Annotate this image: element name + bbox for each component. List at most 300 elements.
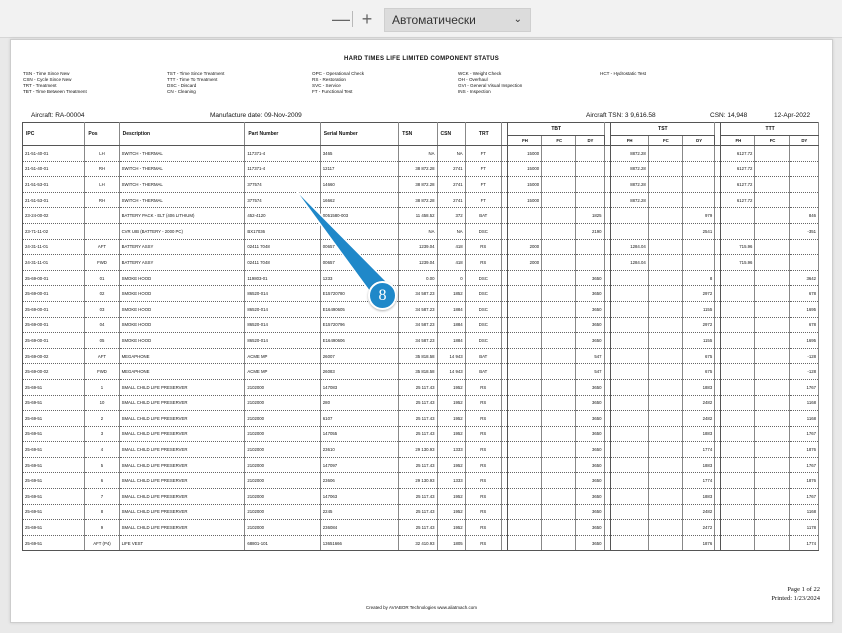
table-cell: 6127.72 [721,177,755,193]
table-cell: 1876 [789,473,818,489]
table-cell: 38 872.28 [399,177,437,193]
table-cell: 26007 [320,348,398,364]
table-cell: 147063 [320,489,398,505]
header-ipc: IPC [23,123,85,146]
table-cell: 1884 [437,333,465,349]
legend-entry: HCT - Hydrostatic Test [600,71,647,76]
table-cell: AFT (P4) [85,535,119,551]
table-cell: 675 [683,364,715,380]
table-cell: 1155 [683,301,715,317]
table-cell: 34 587.23 [399,286,437,302]
table-cell: 147097 [320,457,398,473]
table-cell: 25-69-51 [23,473,85,489]
csn-value: 14,948 [727,112,748,119]
table-cell: 25-69-00-01 [23,333,85,349]
table-cell: 24-31-11-01 [23,239,85,255]
table-cell: 0.00 [399,270,437,286]
table-cell: 678 [789,317,818,333]
table-cell: 1767 [789,457,818,473]
table-cell: 04 [85,317,119,333]
table-cell: 21-51-40-01 [23,146,85,162]
table-cell: 25-69-51 [23,395,85,411]
subheader-dy: DY [789,136,818,146]
table-cell: 1852 [437,286,465,302]
table-cell: 8 [683,270,715,286]
table-cell: FWD [85,364,119,380]
table-cell: 418 [437,255,465,271]
table-cell: DSC [465,270,501,286]
table-cell: FT [465,177,501,193]
report-title: HARD TIMES LIFE LIMITED COMPONENT STATUS [343,56,500,62]
header-description: Description [119,123,245,146]
table-cell: 03 [85,301,119,317]
table-cell: NA [399,146,437,162]
table-cell: 1952 [437,457,465,473]
table-cell: 3650 [576,317,604,333]
table-cell: 418 [437,239,465,255]
table-cell: 25-69-00-02 [23,364,85,380]
zoom-select-value: Автоматически [392,13,476,27]
table-cell: 3650 [576,473,604,489]
table-cell: DSC [465,333,501,349]
table-cell: 1884 [437,317,465,333]
table-cell: RS [465,395,501,411]
header-csn: CSN [437,123,465,146]
table-cell: 8872.28 [610,146,648,162]
table-cell: 452-4120 [245,208,320,224]
table-cell: 979 [683,208,715,224]
table-cell: SMALL CHILD LIFE PRESERVER [119,457,245,473]
zoom-in-button[interactable]: + [361,9,373,29]
legend-entry: CSN - Cycle Since New [23,77,72,82]
table-cell: 29 130.93 [399,442,437,458]
table-cell: 2102000 [245,520,320,536]
table-cell: BATTERY ASSY [119,239,245,255]
table-cell: SMOKE HOOD [119,317,245,333]
legend-entry: INS - Inspection [458,89,491,94]
table-cell: 25 117.43 [399,395,437,411]
csn-label: CSN: [710,112,726,119]
chevron-down-icon: ⌄ [513,14,522,25]
table-cell: 25-69-00-02 [23,348,85,364]
table-cell: SWITCH - THERMAL [119,161,245,177]
table-cell: DSC [465,223,501,239]
table-cell: LH [85,177,119,193]
table-cell: 1952 [437,520,465,536]
table-cell: 02411 7048 [245,239,320,255]
table-cell: 1774 [789,535,818,551]
table-cell: 3650 [576,333,604,349]
table-cell: 68801-101 [245,535,320,551]
table-cell: 6 [85,473,119,489]
legend-entry: RS - Restoration [312,77,346,82]
table-cell: RS [465,535,501,551]
aircraft-tsn-label: Aircraft TSN: [586,112,624,119]
table-cell: 25-69-51 [23,504,85,520]
table-cell: -128 [789,364,818,380]
table-cell: SMOKE HOOD [119,270,245,286]
legend-entry: OPC - Operational Check [312,71,365,76]
table-cell: 14 943 [437,348,465,364]
table-cell: 2102000 [245,411,320,427]
table-cell: 35 818.58 [399,348,437,364]
table-cell: 05 [85,333,119,349]
table-cell: 1168 [789,395,818,411]
table-cell: 3650 [576,379,604,395]
table-cell: -351 [789,223,818,239]
document-footer: Created by AVIABOR Technologies www.aliatmach.com [365,605,478,610]
table-cell: 1876 [789,442,818,458]
table-cell: 34 587.23 [399,317,437,333]
table-cell: 1883 [683,457,715,473]
table-cell: RS [465,504,501,520]
table-cell: 1178 [789,520,818,536]
table-cell: 21-51-53-01 [23,192,85,208]
table-cell: 117371-4 [245,146,320,162]
table-cell: SMALL CHILD LIFE PRESERVER [119,426,245,442]
table-cell: 2102000 [245,395,320,411]
manufacture-date: 09-Nov-2009 [264,112,302,119]
table-cell: E15720780 [320,286,398,302]
table-cell: RS [465,255,501,271]
table-cell: 1168 [789,504,818,520]
table-cell: RS [465,457,501,473]
table-cell: 3650 [576,535,604,551]
table-cell: 29 130.93 [399,473,437,489]
table-cell: SMALL CHILD LIFE PRESERVER [119,395,245,411]
table-cell: 1774 [683,442,715,458]
table-cell: 2972 [683,317,715,333]
table-cell: 25-69-00-01 [23,317,85,333]
table-cell: 1333 [437,473,465,489]
table-cell: 23610 [320,442,398,458]
table-cell: 7 [85,489,119,505]
table-cell: 25 117.43 [399,426,437,442]
subheader-fc: FC [755,136,789,146]
table-cell: 2541 [683,223,715,239]
table-cell: 377574 [245,177,320,193]
table-cell: SMALL CHILD LIFE PRESERVER [119,442,245,458]
legend-entry: TSN - Time Since New [23,71,70,76]
legend-entry: CN - Cleaning [167,89,196,94]
subheader-fh: FH [721,136,755,146]
table-cell: 2102000 [245,379,320,395]
table-cell: 4 [85,442,119,458]
table-cell: 86520-014 [245,286,320,302]
table-cell: 147083 [320,379,398,395]
table-cell: 25 117.43 [399,411,437,427]
table-cell: 1952 [437,489,465,505]
table-cell: RS [465,411,501,427]
table-cell: 2102000 [245,457,320,473]
table-cell: RS [465,473,501,489]
table-cell: 1952 [437,379,465,395]
table-cell: NA [437,223,465,239]
table-cell: -128 [789,348,818,364]
legend-entry: TST - Time Since Treatment [167,71,225,76]
table-cell: 15000 [507,161,541,177]
header-tbt: TBT [507,123,604,136]
table-cell: 8872.28 [610,177,648,193]
subheader-fc: FC [542,136,576,146]
table-cell: 8 [85,504,119,520]
table-cell: 3650 [576,395,604,411]
table-cell: 117371-4 [245,161,320,177]
table-cell: 3650 [576,457,604,473]
table-cell: 372 [437,208,465,224]
table-cell: 38 872.28 [399,161,437,177]
table-cell: SMALL CHILD LIFE PRESERVER [119,379,245,395]
table-cell: 1774 [683,473,715,489]
table-cell: MEGAPHONE [119,364,245,380]
table-cell: 3650 [576,489,604,505]
table-cell: 02411 7048 [245,255,320,271]
table-cell: 13651666 [320,535,398,551]
subheader-dy: DY [576,136,604,146]
table-cell: SMALL CHILD LIFE PRESERVER [119,411,245,427]
table-cell: 8872.28 [610,161,648,177]
table-cell: FT [465,146,501,162]
table-cell: RS [465,239,501,255]
table-cell: BAT [465,208,501,224]
subheader-fh: FH [507,136,541,146]
table-cell: SMALL CHILD LIFE PRESERVER [119,504,245,520]
table-cell: 3650 [576,426,604,442]
table-cell: 21-51-40-01 [23,161,85,177]
table-cell: LH [85,146,119,162]
table-cell: 1 [85,379,119,395]
table-cell: 1952 [437,426,465,442]
table-cell: RS [465,442,501,458]
table-cell: 2245 [320,504,398,520]
table-cell: SWITCH - THERMAL [119,177,245,193]
table-cell: 3650 [576,411,604,427]
table-cell: 0051580-003 [320,208,398,224]
annotation-badge: 8 [368,281,397,310]
table-cell: 547 [576,364,604,380]
table-cell: 2102000 [245,504,320,520]
table-cell: 8872.28 [610,192,648,208]
table-cell: 1883 [683,426,715,442]
table-cell: 2741 [437,177,465,193]
header-part-number: Part Number [245,123,320,146]
table-cell: 3465 [320,146,398,162]
table-cell: 1884 [437,301,465,317]
table-cell: NA [437,146,465,162]
table-cell: 23-71-11-02 [23,223,85,239]
table-cell: AFT [85,239,119,255]
table-cell: 0 [437,270,465,286]
table-cell: 1952 [437,395,465,411]
subheader-fc: FC [648,136,682,146]
table-cell: 16662 [320,192,398,208]
legend-entry: TRT - Treatment [23,83,57,88]
header-tst: TST [610,123,715,136]
table-cell: E16490605 [320,301,398,317]
table-cell: 3650 [576,442,604,458]
table-cell: 25-69-00-01 [23,301,85,317]
table-cell: 25 117.43 [399,379,437,395]
table-cell: 25-69-51 [23,535,85,551]
table-cell: 2472 [683,520,715,536]
table-cell: E15720796 [320,317,398,333]
table-cell: FWD [85,255,119,271]
table-cell: AFT [85,348,119,364]
table-cell: 715.96 [721,239,755,255]
table-cell: SWITCH - THERMAL [119,146,245,162]
table-cell: BAT [465,348,501,364]
table-cell: 2102000 [245,489,320,505]
table-cell: 6127.72 [721,161,755,177]
table-cell: SMALL CHILD LIFE PRESERVER [119,489,245,505]
legend-entry: TTT - Time To Treatment [167,77,218,82]
table-cell: 715.96 [721,255,755,271]
table-cell: 2190 [576,223,604,239]
table-cell: 32 410.93 [399,535,437,551]
report-date: 12-Apr-2022 [774,112,811,119]
table-cell: 86520-014 [245,301,320,317]
table-cell: 25-69-51 [23,411,85,427]
table-cell: 1883 [683,489,715,505]
table-cell: BX17036 [245,223,320,239]
table-cell: NA [399,223,437,239]
table-cell: 14660 [320,177,398,193]
table-cell: DSC [465,286,501,302]
table-cell: 21-51-53-01 [23,177,85,193]
table-cell: 678 [789,286,818,302]
table-cell: 1695 [789,301,818,317]
table-cell: DSC [465,317,501,333]
table-cell: ACME MP [245,348,320,364]
header-tsn: TSN [399,123,437,146]
header-serial-number: Serial Number [320,123,398,146]
table-cell: RH [85,192,119,208]
table-cell: 846 [789,208,818,224]
table-cell: 25 117.43 [399,520,437,536]
table-cell: 377574 [245,192,320,208]
subheader-fh: FH [610,136,648,146]
table-cell: 25-69-51 [23,457,85,473]
table-cell: DSC [465,301,501,317]
table-cell: 1767 [789,426,818,442]
table-cell: 2482 [683,504,715,520]
table-cell: 35 818.58 [399,364,437,380]
table-cell: 3650 [576,286,604,302]
table-cell: 3642 [789,270,818,286]
table-cell: 2972 [683,286,715,302]
legend-entry: WCK - Weight Check [458,71,502,76]
legend-entry: OH - Overhaul [458,77,488,82]
table-cell: 25-69-00-01 [23,286,85,302]
table-cell: 14 943 [437,364,465,380]
table-cell: 25-69-51 [23,520,85,536]
table-cell: 01 [85,270,119,286]
table-cell: SMALL CHILD LIFE PRESERVER [119,520,245,536]
table-cell: 2482 [683,411,715,427]
table-cell: 25 117.43 [399,504,437,520]
table-cell: 9 [85,520,119,536]
table-cell: 12117 [320,161,398,177]
table-cell: 147055 [320,426,398,442]
header-ttt: TTT [721,123,819,136]
table-cell: 23606 [320,473,398,489]
zoom-out-button[interactable]: — [332,9,350,29]
table-cell: MEGAPHONE [119,348,245,364]
table-cell: 25-69-51 [23,442,85,458]
table-cell: SMOKE HOOD [119,286,245,302]
legend-entry: GVI - General Visual Inspection [458,83,523,88]
table-cell: 5 [85,457,119,473]
table-cell: 25-69-00-01 [23,270,85,286]
table-cell: 1284.04 [610,255,648,271]
table-cell: 6127.72 [721,146,755,162]
legend-entry: FT - Functional Test [312,89,353,94]
table-cell: RH [85,161,119,177]
aircraft-value: RA-00004 [55,112,85,119]
table-cell: BATTERY ASSY [119,255,245,271]
table-cell: 1883 [683,379,715,395]
legend-entry: TBT - Time Between Treatment [23,89,87,94]
table-cell: SWITCH - THERMAL [119,192,245,208]
table-cell: 26083 [320,364,398,380]
printed-date: Printed: 1/23/2024 [771,595,820,602]
manufacture-label: Manufacture date: [210,112,263,119]
table-cell: BAT [465,364,501,380]
legend-entry: SVC - Service [312,83,341,88]
table-cell: 1805 [437,535,465,551]
table-cell: 02 [85,286,119,302]
table-cell: 2741 [437,161,465,177]
table-cell: 280 [320,395,398,411]
subheader-dy: DY [683,136,715,146]
table-cell: LIFE VEST [119,535,245,551]
table-cell: 2741 [437,192,465,208]
table-cell: 86520-014 [245,333,320,349]
table-cell: 2000 [507,255,541,271]
table-cell: SMOKE HOOD [119,301,245,317]
table-cell: 34 587.23 [399,333,437,349]
table-cell: FT [465,192,501,208]
table-cell: 25 117.43 [399,489,437,505]
table-cell: 3 [85,426,119,442]
table-cell: 1284.04 [610,239,648,255]
table-cell: 1695 [789,333,818,349]
table-cell: CVR UIB (BATTERY - 2000 PC) [119,223,245,239]
table-cell: RS [465,489,501,505]
table-cell: 24-31-11-01 [23,255,85,271]
aircraft-tsn-value: 3 9,616.58 [624,112,656,119]
table-cell: 6127.72 [721,192,755,208]
table-cell: E16490606 [320,333,398,349]
table-cell: 1952 [437,411,465,427]
table-cell: 86520-014 [245,317,320,333]
table-cell: 25-69-51 [23,489,85,505]
table-cell: 3650 [576,504,604,520]
table-cell: 34 587.23 [399,301,437,317]
table-cell: 1333 [437,442,465,458]
table-cell: 2 [85,411,119,427]
page-number: Page 1 of 22 [787,586,820,593]
header-trt: TRT [465,123,501,146]
table-cell: 547 [576,348,604,364]
table-cell: 3650 [576,270,604,286]
table-cell: 15000 [507,146,541,162]
table-cell: SMOKE HOOD [119,333,245,349]
table-cell: RS [465,379,501,395]
table-cell: ACME MP [245,364,320,380]
legend-entry: DSC - Discard [167,83,197,88]
table-cell: 38 872.28 [399,192,437,208]
